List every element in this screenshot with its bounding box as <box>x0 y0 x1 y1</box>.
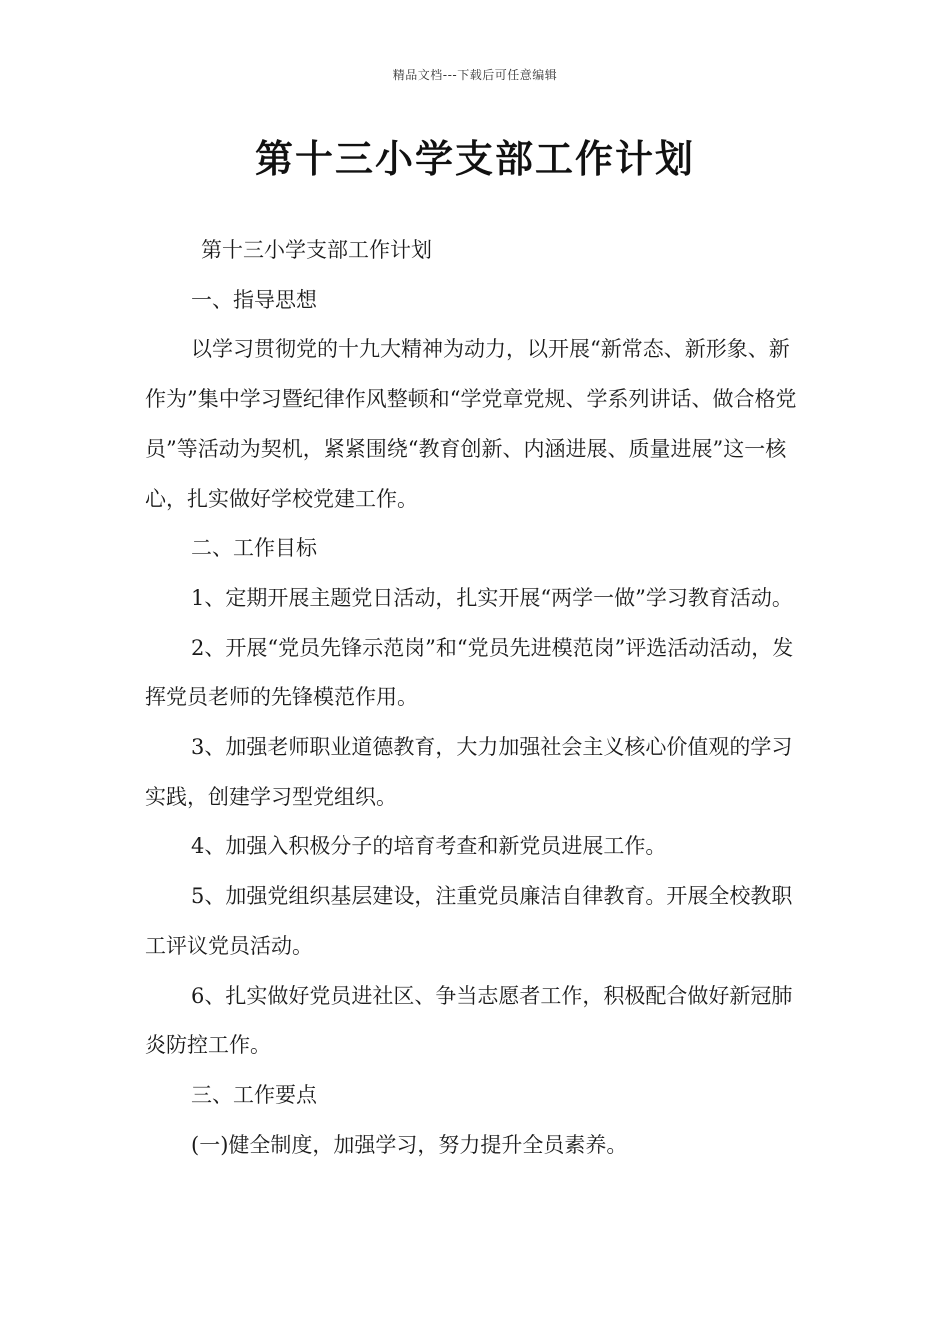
section-heading-guiding-thought: 一、指导思想 <box>191 287 317 312</box>
header-note: 精品文档---下载后可任意编辑 <box>392 68 558 82</box>
section-heading-work-goals: 二、工作目标 <box>191 536 317 561</box>
section-paragraph-guiding-thought: 以学习贯彻党的十九大精神为动力，以开展“新常态、新形象、新作为”集中学习暨纪律作风整顿和“学党章党规、学系列讲话、做合格党员”等活动为契机，紧紧围绕“教育创新、内涵进展、质量进展”这一核心，扎实做好学校党建工作。 <box>145 337 797 511</box>
document-title: 第十三小学支部工作计划 <box>254 137 695 181</box>
goal-item: 1、定期开展主题党日活动，扎实开展“两学一做”学习教育活动。 <box>191 585 793 610</box>
goal-item: 5、加强党组织基层建设，注重党员廉洁自律教育。开展全校教职工评议党员活动。 <box>145 884 793 958</box>
goal-item: 4、加强入积极分子的培育考查和新党员进展工作。 <box>191 834 667 859</box>
goal-item: 3、加强老师职业道德教育，大力加强社会主义核心价值观的学习实践，创建学习型党组织。 <box>145 735 793 809</box>
document-body <box>145 226 810 1170</box>
section-heading-work-points: 三、工作要点 <box>191 1082 317 1107</box>
document-subtitle: 第十三小学支部工作计划 <box>201 238 432 262</box>
goal-item: 2、开展“党员先锋示范岗”和“党员先进模范岗”评选活动活动，发挥党员老师的先锋模范作用。 <box>145 635 794 710</box>
goal-item: 6、扎实做好党员进社区、争当志愿者工作，积极配合做好新冠肺炎防控工作。 <box>145 983 793 1058</box>
work-point-item: (一)健全制度，加强学习，努力提升全员素养。 <box>191 1132 628 1157</box>
